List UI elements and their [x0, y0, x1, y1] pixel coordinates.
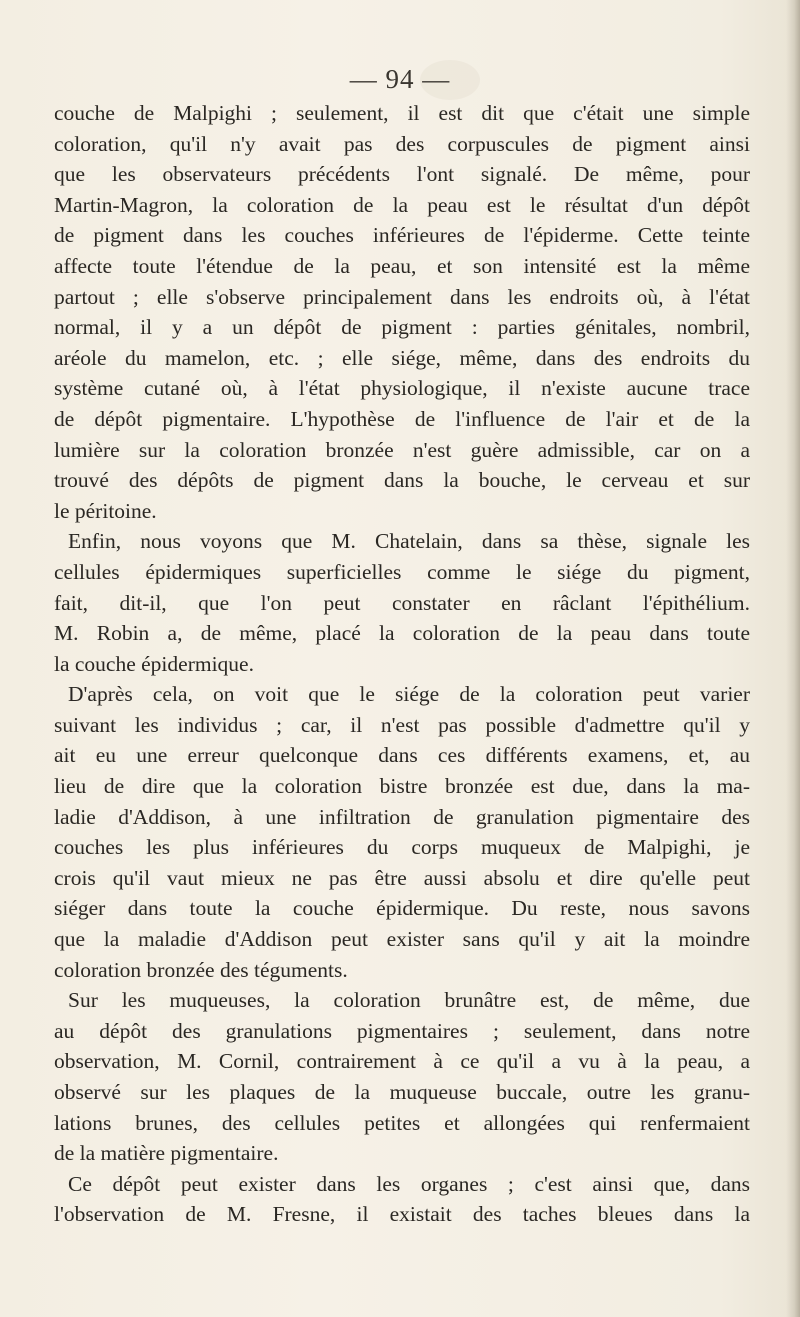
- text-line: Ce dépôt peut exister dans les organes ; c'est ainsi que, dans: [68, 1171, 750, 1196]
- text-line: partout ; elle s'observe principalement dans les endroits où, à l'état: [54, 284, 750, 309]
- text-line: ladie d'Addison, à une infiltration de granulation pigmentaire des: [54, 804, 750, 829]
- text-line: M. Robin a, de même, placé la coloration de la peau dans toute: [54, 621, 750, 646]
- text-line: D'après cela, on voit que le siége de la coloration peut varier: [68, 682, 750, 707]
- text-line: normal, il y a un dépôt de pigment : parties génitales, nombril,: [54, 315, 750, 340]
- text-line: lations brunes, des cellules petites et allongées qui renfermaient: [54, 1110, 750, 1135]
- text-line: Enfin, nous voyons que M. Chatelain, dans sa thèse, signale les: [68, 529, 750, 554]
- text-line: lieu de dire que la coloration bistre bronzée est due, dans la ma-: [54, 774, 750, 799]
- text-line: coloration bronzée des téguments.: [54, 957, 348, 982]
- text-line: lumière sur la coloration bronzée n'est guère admissible, car on a: [54, 437, 750, 462]
- text-line: Sur les muqueuses, la coloration brunâtre est, de même, due: [68, 988, 750, 1013]
- text-line: observé sur les plaques de la muqueuse buccale, outre les granu-: [54, 1080, 750, 1104]
- text-line: fait, dit-il, que l'on peut constater en râclant l'épithélium.: [54, 590, 750, 615]
- text-line: couche de Malpighi ; seulement, il est dit que c'était une simple: [54, 101, 750, 125]
- text-line: l'observation de M. Fresne, il existait des taches bleues dans la: [54, 1202, 750, 1227]
- text-line: observation, M. Cornil, contrairement à ce qu'il a vu à la peau, a: [54, 1049, 750, 1074]
- text-line: que les observateurs précédents l'ont signalé. De même, pour: [54, 162, 750, 187]
- text-line: de dépôt pigmentaire. L'hypothèse de l'influence de l'air et de la: [54, 406, 750, 431]
- text-line: coloration, qu'il n'y avait pas des corpuscules de pigment ainsi: [54, 131, 750, 156]
- text-line: siéger dans toute la couche épidermique. Du reste, nous savons: [54, 896, 750, 921]
- text-line: le péritoine.: [54, 498, 157, 523]
- text-line: crois qu'il vaut mieux ne pas être aussi absolu et dire qu'elle peut: [54, 865, 750, 890]
- text-line: système cutané où, à l'état physiologique, il n'existe aucune trace: [54, 376, 750, 401]
- text-line: que la maladie d'Addison peut exister sans qu'il y ait la moindre: [54, 927, 750, 952]
- body-text: [54, 98, 750, 1230]
- text-line: trouvé des dépôts de pigment dans la bouche, le cerveau et sur: [54, 468, 750, 493]
- page-binding-edge: [786, 0, 800, 1317]
- text-line: couches les plus inférieures du corps muqueux de Malpighi, je: [54, 835, 750, 860]
- text-line: la couche épidermique.: [54, 651, 254, 676]
- text-line: Martin-Magron, la coloration de la peau est le résultat d'un dépôt: [54, 192, 750, 217]
- text-line: aréole du mamelon, etc. ; elle siége, même, dans des endroits du: [54, 345, 750, 370]
- text-line: de pigment dans les couches inférieures de l'épiderme. Cette teinte: [54, 223, 750, 248]
- text-line: affecte toute l'étendue de la peau, et son intensité est la même: [54, 253, 750, 278]
- text-line: suivant les individus ; car, il n'est pas possible d'admettre qu'il y: [54, 712, 750, 737]
- text-line: cellules épidermiques superficielles comme le siége du pigment,: [54, 559, 750, 584]
- text-line: de la matière pigmentaire.: [54, 1141, 279, 1166]
- page-number: — 94 —: [349, 64, 451, 94]
- text-line: au dépôt des granulations pigmentaires ; seulement, dans notre: [54, 1018, 750, 1043]
- text-line: ait eu une erreur quelconque dans ces différents examens, et, au: [54, 743, 750, 768]
